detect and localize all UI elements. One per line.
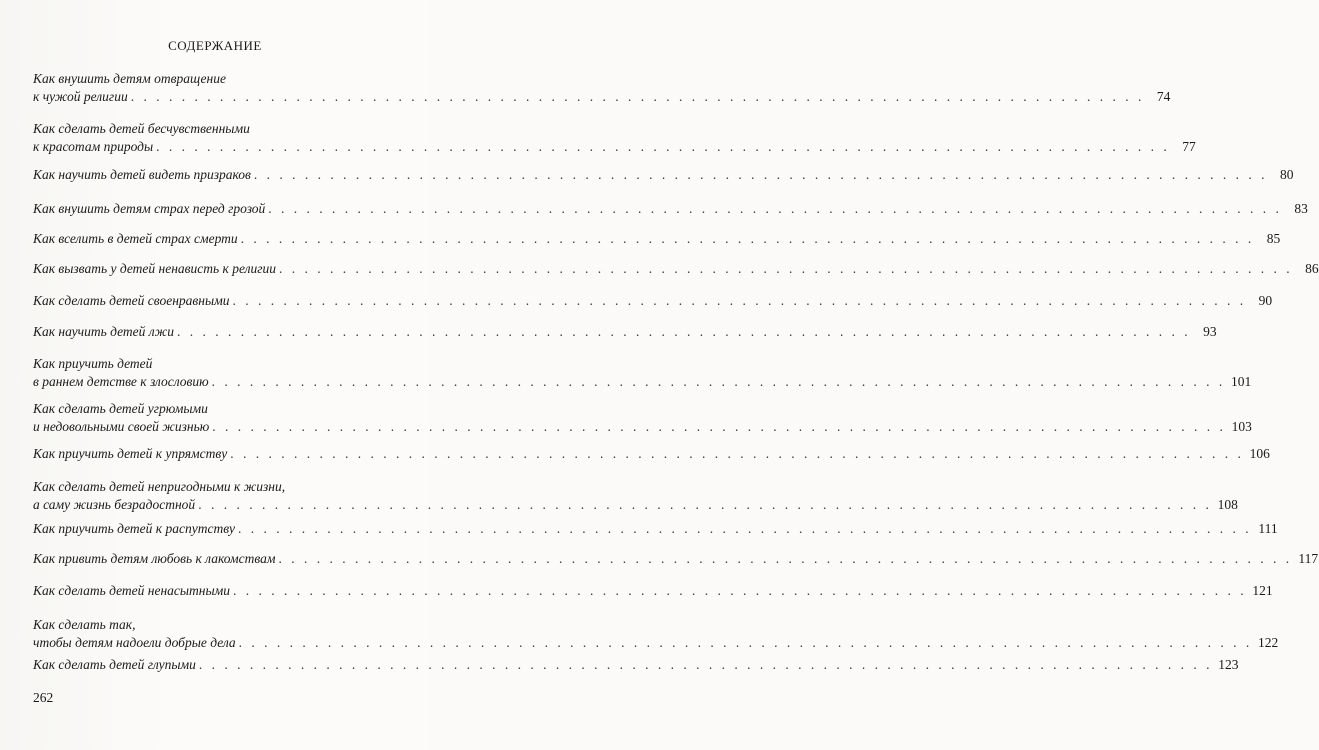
toc-entry-title: Как вызвать у детей ненависть к религии [33,261,277,276]
toc-entry-title: Как сделать детей глупыми [33,657,196,672]
toc-entry [33,292,1273,310]
toc-entry-page: 117 [1298,551,1319,566]
toc-entry [33,166,1294,184]
toc-entry-title: в раннем детстве к злословию [33,374,209,389]
toc-entry-title: Как научить детей видеть призраков [33,167,251,182]
dot-leader: . . . . . . . . . . . . . . . . . . . . . . . . . . . . . . . . . . . . . . . . . . . . . . . . . . . . . . . . . . . . . . . . . . . . . . . . . . . . . . . . [232,293,1247,308]
toc-entry-page: 90 [1258,293,1273,308]
toc-entry-page: 74 [1156,89,1171,104]
toc-entry-title: Как приучить детей к упрямству [33,446,228,461]
toc-entry-page: 122 [1258,635,1279,650]
toc-entry-page: 123 [1218,657,1239,672]
toc-entry [33,520,1278,538]
toc-entry [33,230,1281,248]
dot-leader: . . . . . . . . . . . . . . . . . . . . . . . . . . . . . . . . . . . . . . . . . . . . . . . . . . . . . . . . . . . . . . . . . . . . . . . . . . . . . . . . [212,419,1226,434]
toc-entry-title-line: Как сделать детей непригодными к жизни, [33,479,286,494]
dot-leader: . . . . . . . . . . . . . . . . . . . . . . . . . . . . . . . . . . . . . . . . . . . . . . . . . . . . . . . . . . . . . . . . . . . . . . . . . . . . . . . . [198,657,1213,672]
toc-entry [33,445,1270,463]
dot-leader: . . . . . . . . . . . . . . . . . . . . . . . . . . . . . . . . . . . . . . . . . . . . . . . . . . . . . . . . . . . . . . . . . . . . . . . . . . . . . . . . [198,497,1212,512]
toc-entry-title: Как сделать детей ненасытными [33,583,231,598]
toc-entry-page: 121 [1252,583,1273,598]
dot-leader: . . . . . . . . . . . . . . . . . . . . . . . . . . . . . . . . . . . . . . . . . . . . . . . . . . . . . . . . . . . . . . . . . . . . . . . . . . . . . . . . [130,89,1145,104]
toc-entry [33,582,1273,600]
dot-leader: . . . . . . . . . . . . . . . . . . . . . . . . . . . . . . . . . . . . . . . . . . . . . . . . . . . . . . . . . . . . . . . . . . . . . . . . . . . . . . . . [156,139,1170,154]
toc-entry-page: 111 [1258,521,1278,536]
toc-entry-title: Как вселить в детей страх смерти [33,231,238,246]
dot-leader: . . . . . . . . . . . . . . . . . . . . . . . . . . . . . . . . . . . . . . . . . . . . . . . . . . . . . . . . . . . . . . . . . . . . . . . . . . . . . . . . [278,551,1293,566]
dot-leader: . . . . . . . . . . . . . . . . . . . . . . . . . . . . . . . . . . . . . . . . . . . . . . . . . . . . . . . . . . . . . . . . . . . . . . . . . . . . . . . . [233,583,1247,598]
toc-entry-title-line: Как сделать так, [33,617,136,632]
toc-entry-page: 85 [1266,231,1281,246]
toc-entry-title-line: Как сделать детей угрюмыми [33,401,208,416]
toc-entry [33,200,1308,218]
dot-leader: . . . . . . . . . . . . . . . . . . . . . . . . . . . . . . . . . . . . . . . . . . . . . . . . . . . . . . . . . . . . . . . . . . . . . . . . . . . . . . . . [240,231,1255,246]
toc-entry-page: 106 [1249,446,1270,461]
dot-leader: . . . . . . . . . . . . . . . . . . . . . . . . . . . . . . . . . . . . . . . . . . . . . . . . . . . . . . . . . . . . . . . . . . . . . . . . . . . . . . . . [253,167,1268,182]
toc-entry-title: Как внушить детям страх перед грозой [33,201,266,216]
toc-entry-page: 77 [1182,139,1196,154]
toc-entry-title: Как научить детей лжи [33,324,174,339]
toc-entry-title: к красотам природы [33,139,154,154]
dot-leader: . . . . . . . . . . . . . . . . . . . . . . . . . . . . . . . . . . . . . . . . . . . . . . . . . . . . . . . . . . . . . . . . . . . . . . . . . . . . . . . . [230,446,1244,461]
toc-entry-page: 108 [1217,497,1238,512]
toc-entry-title: а саму жизнь безрадостной [33,497,196,512]
toc-entry-title: Как сделать детей своенравными [33,293,230,308]
toc-entry [33,323,1217,341]
toc-entry-page: 93 [1203,324,1217,339]
toc-entry [33,260,1319,278]
toc-entry-title: Как привить детям любовь к лакомствам [33,551,276,566]
toc-entry [33,550,1319,568]
toc-entry [33,616,1279,652]
toc-entry-title: и недовольными своей жизнью [33,419,210,434]
toc-entry-page: 103 [1231,419,1252,434]
dot-leader: . . . . . . . . . . . . . . . . . . . . . . . . . . . . . . . . . . . . . . . . . . . . . . . . . . . . . . . . . . . . . . . . . . . . . . . . . . . . . . . . [238,635,1253,650]
toc-entry [33,400,1252,436]
toc-entry-title-line: Как приучить детей [33,356,153,371]
toc-entry-page: 83 [1294,201,1308,216]
dot-leader: . . . . . . . . . . . . . . . . . . . . . . . . . . . . . . . . . . . . . . . . . . . . . . . . . . . . . . . . . . . . . . . . . . . . . . . . . . . . . . . . [268,201,1282,216]
toc-entry [33,70,1171,106]
dot-leader: . . . . . . . . . . . . . . . . . . . . . . . . . . . . . . . . . . . . . . . . . . . . . . . . . . . . . . . . . . . . . . . . . . . . . . . . . . . . . . . . [279,261,1293,276]
toc-entry-title: чтобы детям надоели добрые дела [33,635,236,650]
toc-entry-title-line: Как сделать детей бесчувственными [33,121,250,136]
toc-entry-title-line: Как внушить детям отвращение [33,71,226,86]
toc-entry-page: 80 [1280,167,1294,182]
toc-entry-title: Как приучить детей к распутству [33,521,236,536]
toc-entry-title: к чужой религии [33,89,128,104]
toc-entry [33,478,1238,514]
toc-entry [33,120,1196,156]
toc-entry-page: 86 [1305,261,1319,276]
toc-entry [33,656,1239,674]
dot-leader: . . . . . . . . . . . . . . . . . . . . . . . . . . . . . . . . . . . . . . . . . . . . . . . . . . . . . . . . . . . . . . . . . . . . . . . . . . . . . . . . [177,324,1191,339]
page-number: 262 [33,690,54,705]
toc-entry [33,355,1252,391]
dot-leader: . . . . . . . . . . . . . . . . . . . . . . . . . . . . . . . . . . . . . . . . . . . . . . . . . . . . . . . . . . . . . . . . . . . . . . . . . . . . . . . . [211,374,1226,389]
toc-entry-page: 101 [1231,374,1252,389]
dot-leader: . . . . . . . . . . . . . . . . . . . . . . . . . . . . . . . . . . . . . . . . . . . . . . . . . . . . . . . . . . . . . . . . . . . . . . . . . . . . . . . . [238,521,1252,536]
page-title: СОДЕРЖАНИЕ [168,38,262,53]
